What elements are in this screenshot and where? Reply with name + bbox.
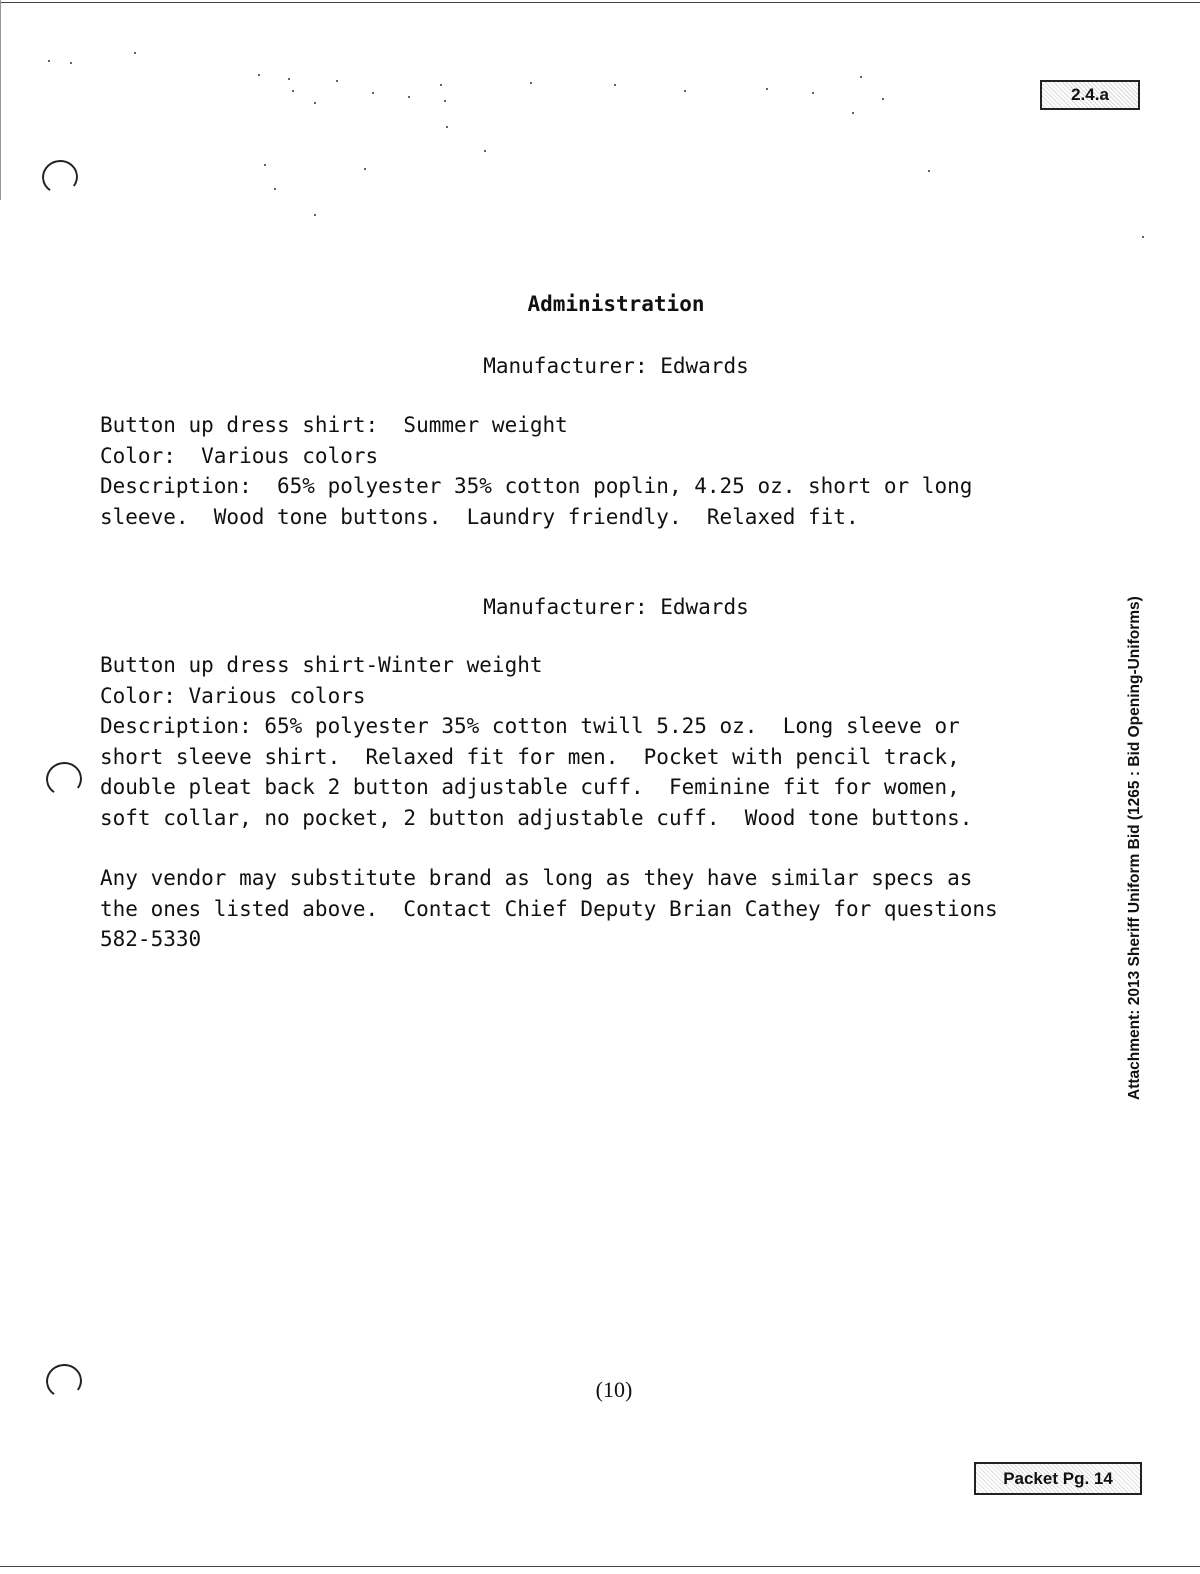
page-edge-top (0, 2, 1200, 3)
spec-line: Button up dress shirt-Winter weight (100, 653, 543, 677)
section-tag: 2.4.a (1040, 80, 1140, 110)
manufacturer-line: Manufacturer: Edwards (483, 595, 749, 619)
attachment-caption: Attachment: 2013 Sheriff Uniform Bid (1265 : Bid Opening-Uniforms) (1126, 596, 1143, 1100)
spec-line: soft collar, no pocket, 2 button adjustable cuff. Wood tone buttons. (100, 805, 973, 830)
spec-line: Button up dress shirt: Summer weight (100, 413, 568, 437)
note-line: the ones listed above. Contact Chief Deputy Brian Cathey for questions (100, 896, 998, 921)
substitution-note (100, 863, 1110, 955)
spec-line: double pleat back 2 button adjustable cuff. Feminine fit for women, (100, 775, 960, 799)
note-line: Any vendor may substitute brand as long as they have similar specs as (100, 866, 973, 890)
spec-line: Color: Various colors (100, 443, 379, 468)
page-number: (10) (595, 1377, 633, 1402)
summer-shirt-spec (100, 410, 1110, 532)
manufacturer-line: Manufacturer: Edwards (483, 354, 749, 378)
packet-page-tag: Packet Pg. 14 (974, 1462, 1142, 1495)
page-edge-bottom (0, 1566, 1200, 1567)
spec-line: Color: Various colors (100, 683, 366, 708)
punch-hole-middle (43, 759, 84, 799)
spec-line: sleeve. Wood tone buttons. Laundry friendly. Relaxed fit. (100, 504, 859, 529)
document-title: Administration (527, 292, 705, 316)
note-line: 582-5330 (100, 927, 202, 951)
punch-hole-top (39, 157, 80, 197)
spec-line: Description: 65% polyester 35% cotton twill 5.25 oz. Long sleeve or (100, 714, 960, 738)
spec-line: short sleeve shirt. Relaxed fit for men. Pocket with pencil track, (100, 744, 960, 769)
spec-line: Description: 65% polyester 35% cotton poplin, 4.25 oz. short or long (100, 474, 973, 498)
winter-shirt-spec (100, 650, 1110, 833)
page-edge-left (0, 0, 1, 200)
